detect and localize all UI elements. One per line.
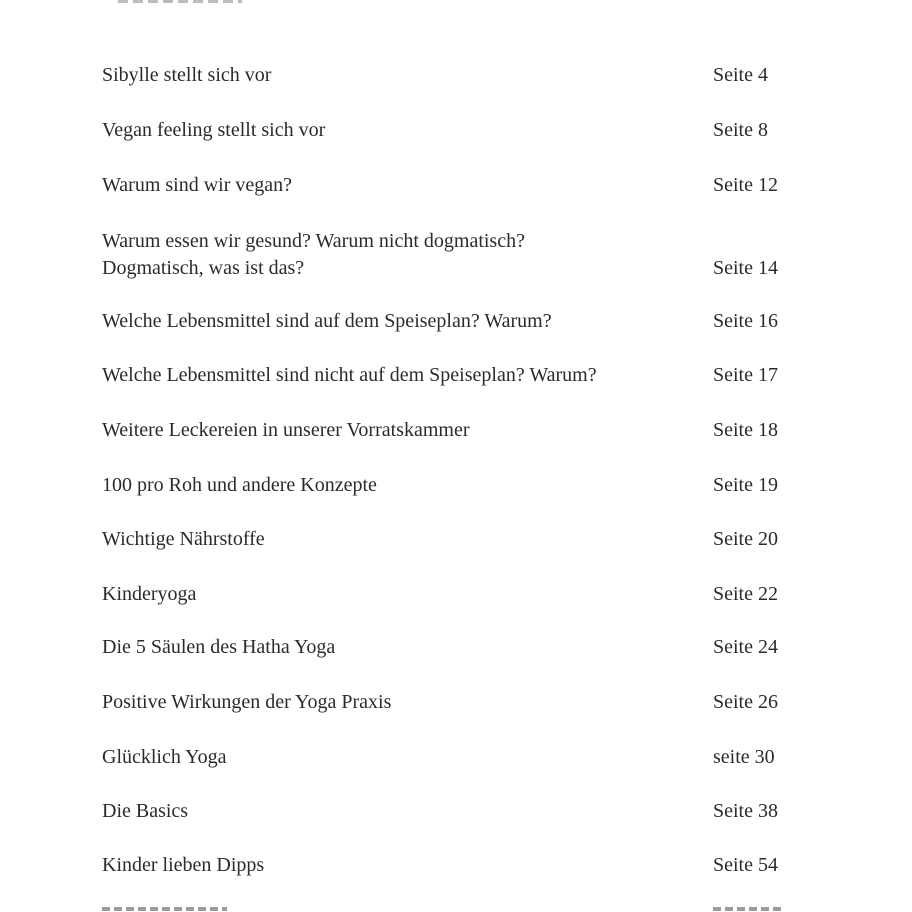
- toc-entry-title: Kinderyoga: [102, 583, 197, 605]
- toc-entry-title: Die 5 Säulen des Hatha Yoga: [102, 636, 336, 658]
- toc-entry-page: Seite 22: [713, 583, 778, 605]
- cut-off-heading: [118, 0, 242, 3]
- toc-entry-title: Vegan feeling stellt sich vor: [102, 119, 326, 141]
- toc-entry-page: Seite 38: [713, 800, 778, 822]
- toc-entry-title: Glücklich Yoga: [102, 746, 227, 768]
- cut-off-entry-page: [713, 903, 783, 912]
- toc-entry-title: Warum sind wir vegan?: [102, 174, 292, 196]
- toc-entry-page: Seite 24: [713, 636, 778, 658]
- toc-entry-title: Welche Lebensmittel sind auf dem Speiseplan? Warum?: [102, 310, 552, 332]
- toc-entry-page: Seite 26: [713, 691, 778, 713]
- toc-entry-page: Seite 8: [713, 119, 768, 141]
- toc-entry-page: Seite 20: [713, 528, 778, 550]
- toc-entry-title: Sibylle stellt sich vor: [102, 64, 272, 86]
- toc-entry-page: Seite 54: [713, 854, 778, 876]
- toc-entry-page: Seite 19: [713, 474, 778, 496]
- toc-entry-page: Seite 14: [713, 257, 778, 279]
- toc-entry-page: seite 30: [713, 746, 775, 768]
- toc-entry-title: Warum essen wir gesund? Warum nicht dogmatisch? Dogmatisch, was ist das?: [102, 230, 525, 279]
- toc-entry-page: Seite 4: [713, 64, 768, 86]
- toc-entry-title: Wichtige Nährstoffe: [102, 528, 265, 550]
- toc-entry-page: Seite 12: [713, 174, 778, 196]
- toc-entry-title: 100 pro Roh und andere Konzepte: [102, 474, 377, 496]
- toc-entry-page: Seite 18: [713, 419, 778, 441]
- toc-entry-title: Positive Wirkungen der Yoga Praxis: [102, 691, 392, 713]
- toc-entry-title: Welche Lebensmittel sind nicht auf dem Speiseplan? Warum?: [102, 364, 597, 386]
- toc-entry-title: Weitere Leckereien in unserer Vorratskammer: [102, 419, 470, 441]
- toc-entry-title: Die Basics: [102, 800, 189, 822]
- toc-entry-page: Seite 17: [713, 364, 778, 386]
- toc-entry-page: Seite 16: [713, 310, 778, 332]
- toc-entry-title: Kinder lieben Dipps: [102, 854, 265, 876]
- cut-off-entry-title: [102, 903, 227, 912]
